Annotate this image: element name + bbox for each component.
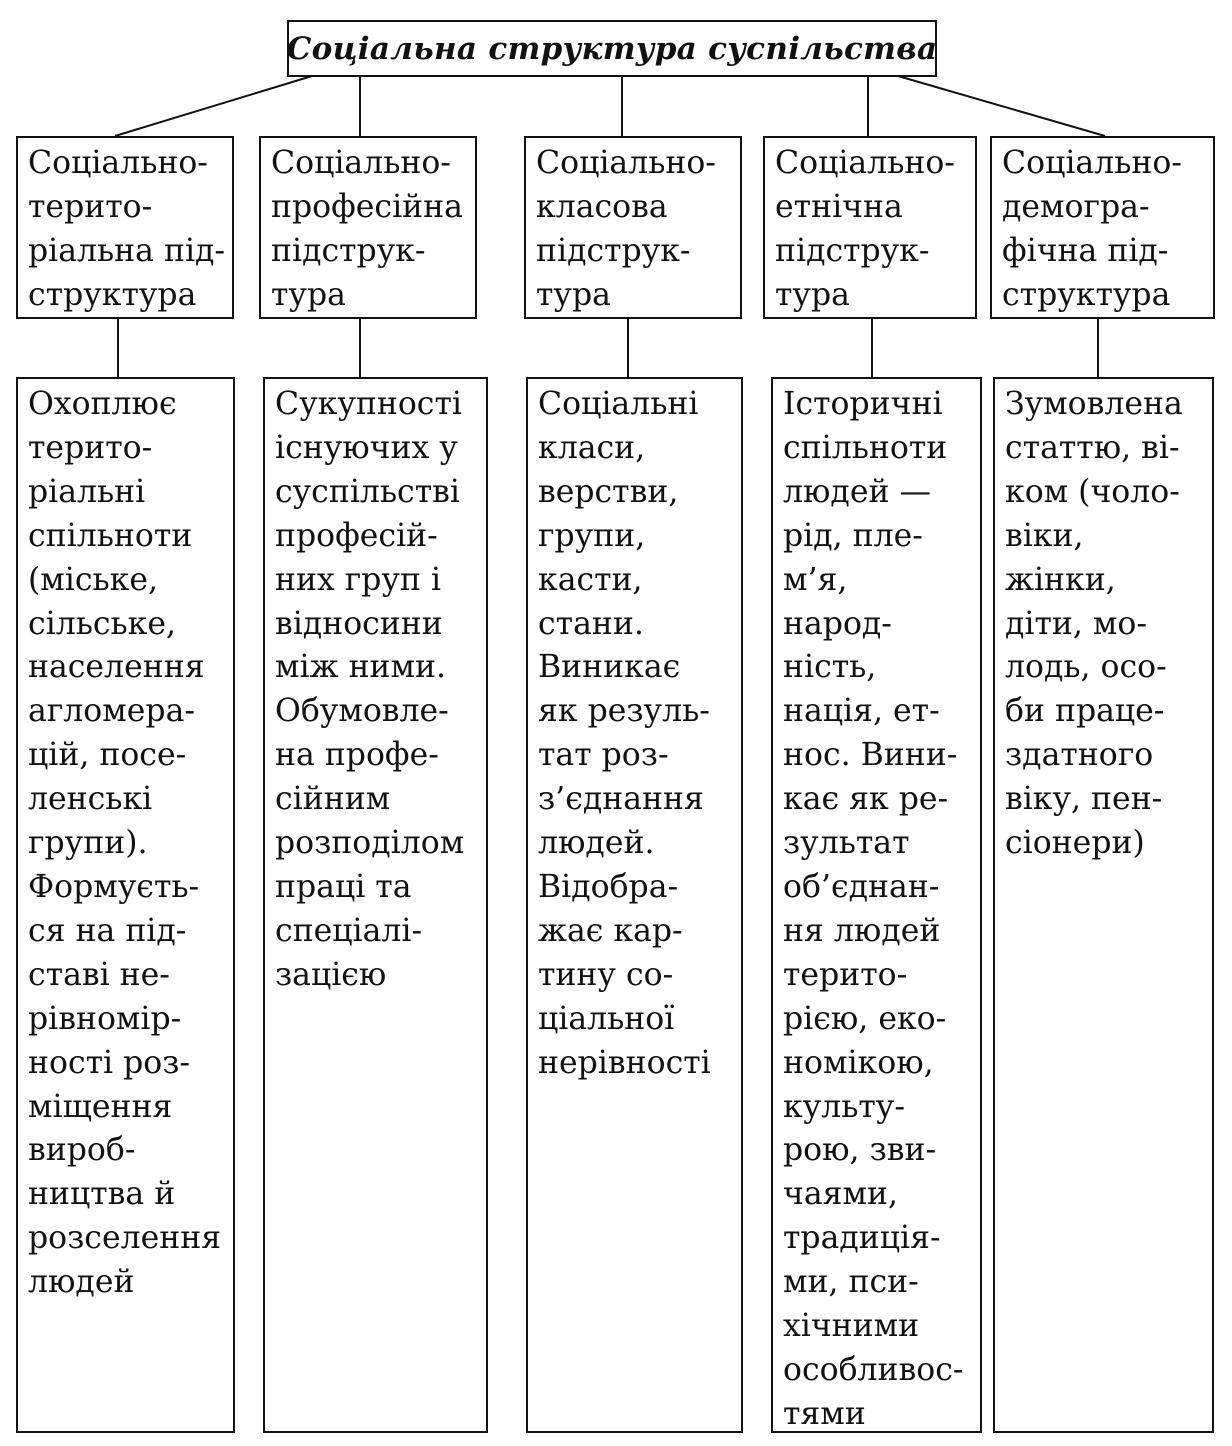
- substructure-name-line: підструк-: [775, 232, 930, 269]
- description-line: зультат: [783, 825, 910, 862]
- substructure-name-line: класова: [536, 188, 668, 225]
- description-line: жає кар-: [538, 912, 683, 949]
- description-line: з’єднання: [538, 781, 704, 818]
- description-line: нерівності: [538, 1044, 711, 1081]
- substructure-name-line: Соціально-: [775, 145, 955, 181]
- description-line: віку, пен-: [1005, 781, 1163, 818]
- description-line: Охоплює: [28, 386, 177, 422]
- description-line: сійним: [275, 781, 391, 818]
- description-line: рою, зви-: [783, 1132, 937, 1169]
- description-line: терито-: [783, 956, 908, 993]
- connector-title-to-col-5: [898, 76, 1105, 136]
- description-box-territorial: [16, 377, 235, 1433]
- description-line: населення: [28, 649, 205, 686]
- description-line: ня людей: [783, 912, 941, 949]
- description-line: ком (чоло-: [1005, 473, 1180, 510]
- description-line: ність,: [783, 649, 877, 686]
- description-line: рід, пле-: [783, 517, 923, 554]
- description-line: хічними: [783, 1308, 920, 1345]
- description-line: традиція-: [783, 1220, 941, 1257]
- description-line: людей —: [783, 473, 931, 510]
- description-line: ціальної: [538, 1000, 675, 1037]
- connector-title-to-col-1: [115, 76, 312, 136]
- description-line: діти, мо-: [1005, 605, 1148, 642]
- substructure-name-line: структура: [1002, 276, 1171, 313]
- substructure-name-line: Соціально-: [536, 145, 716, 181]
- substructure-name-line: тура: [536, 276, 611, 313]
- description-line: групи,: [538, 517, 646, 554]
- substructure-name-line: підструк-: [271, 232, 426, 269]
- substructure-name-line: тура: [775, 276, 850, 313]
- description-line: рівномір-: [28, 1000, 182, 1037]
- substructure-name-line: підструк-: [536, 232, 691, 269]
- description-box-demographic: [993, 377, 1214, 1433]
- description-line: ріальні: [28, 473, 146, 510]
- description-line: тями: [783, 1395, 866, 1432]
- substructure-name-line: фічна під-: [1002, 232, 1169, 269]
- substructure-box-demographic: [990, 136, 1215, 319]
- description-line: розселення: [28, 1220, 222, 1257]
- description-line: кає як ре-: [783, 781, 949, 818]
- description-line: спеціалі-: [275, 912, 423, 949]
- description-line: здатного: [1005, 737, 1154, 774]
- diagram-title: Соціальна структура суспільства: [286, 30, 938, 67]
- substructure-name-line: Соціально-: [271, 145, 451, 181]
- substructure-box-territorial: [16, 136, 234, 319]
- substructure-name-line: етнічна: [775, 188, 903, 225]
- description-line: чаями,: [783, 1176, 898, 1213]
- description-line: касти,: [538, 561, 643, 598]
- description-line: статтю, ві-: [1005, 429, 1180, 466]
- description-line: верстви,: [538, 473, 679, 510]
- substructure-box-class: [524, 136, 742, 319]
- substructure-box-ethnic: [763, 136, 977, 319]
- description-line: зацією: [275, 956, 387, 993]
- description-line: ництва й: [28, 1176, 176, 1213]
- substructure-name-line: Соціально-: [28, 145, 208, 181]
- description-line: них груп і: [275, 561, 442, 598]
- description-line: (міське,: [28, 561, 158, 598]
- description-line: між ними.: [275, 649, 447, 686]
- substructure-name-line: демогра-: [1002, 188, 1150, 225]
- substructure-name-line: ріальна під-: [28, 232, 226, 269]
- description-line: цій, посе-: [28, 737, 187, 774]
- description-line: Формуєть-: [28, 868, 200, 905]
- description-line: жінки,: [1005, 561, 1116, 598]
- description-line: Обумовле-: [275, 693, 449, 730]
- description-line: класи,: [538, 429, 646, 466]
- description-line: нос. Вини-: [783, 737, 958, 774]
- description-line: праці та: [275, 868, 412, 905]
- description-line: номікою,: [783, 1044, 934, 1081]
- description-line: агломера-: [28, 693, 195, 730]
- description-line: нація, ет-: [783, 693, 940, 730]
- description-line: віки,: [1005, 517, 1084, 554]
- description-line: розподілом: [275, 825, 465, 862]
- description-line: терито-: [28, 429, 153, 466]
- description-line: стани.: [538, 605, 644, 642]
- description-line: сільське,: [28, 605, 177, 642]
- description-line: рією, еко-: [783, 1000, 947, 1037]
- substructure-name-line: терито-: [28, 188, 153, 225]
- description-line: тат роз-: [538, 737, 669, 774]
- description-line: людей.: [538, 825, 655, 862]
- substructure-name-line: професійна: [271, 188, 463, 225]
- description-line: як резуль-: [538, 693, 710, 730]
- description-line: культу-: [783, 1088, 905, 1125]
- description-line: лодь, осо-: [1005, 649, 1167, 686]
- substructure-name-line: Соціально-: [1002, 145, 1182, 181]
- description-line: особливос-: [783, 1351, 964, 1388]
- description-line: ставі не-: [28, 956, 170, 993]
- description-line: Сукупності: [275, 386, 462, 422]
- description-line: народ-: [783, 605, 892, 642]
- description-line: спільноти: [783, 429, 948, 466]
- description-box-ethnic: [771, 377, 982, 1433]
- description-line: об’єднан-: [783, 868, 940, 905]
- description-line: на профе-: [275, 737, 439, 774]
- diagram-title-box: [287, 20, 937, 77]
- description-line: Виникає: [538, 649, 681, 686]
- description-line: Історичні: [783, 386, 943, 422]
- substructure-name-line: структура: [28, 276, 197, 313]
- description-line: людей: [28, 1264, 135, 1301]
- description-line: професій-: [275, 517, 438, 554]
- substructure-box-professional: [259, 136, 477, 319]
- description-box-class: [526, 377, 743, 1433]
- description-box-professional: [263, 377, 488, 1433]
- description-line: спільноти: [28, 517, 193, 554]
- description-line: групи).: [28, 825, 148, 862]
- description-line: ленські: [28, 781, 153, 818]
- description-line: тину со-: [538, 956, 674, 993]
- description-line: Зумовлена: [1005, 386, 1183, 422]
- description-line: ми, пси-: [783, 1264, 919, 1301]
- description-line: вироб-: [28, 1132, 136, 1169]
- description-line: ся на під-: [28, 912, 187, 949]
- description-line: ності роз-: [28, 1044, 191, 1081]
- substructure-name-line: тура: [271, 276, 346, 313]
- description-line: Відобра-: [538, 868, 679, 905]
- description-line: сіонери): [1005, 825, 1145, 862]
- description-line: суспільстві: [275, 473, 460, 510]
- description-line: відносини: [275, 605, 443, 642]
- description-line: міщення: [28, 1088, 173, 1125]
- description-line: існуючих у: [275, 429, 458, 466]
- description-line: м’я,: [783, 561, 848, 598]
- description-line: би праце-: [1005, 693, 1165, 730]
- description-line: Соціальні: [538, 386, 699, 422]
